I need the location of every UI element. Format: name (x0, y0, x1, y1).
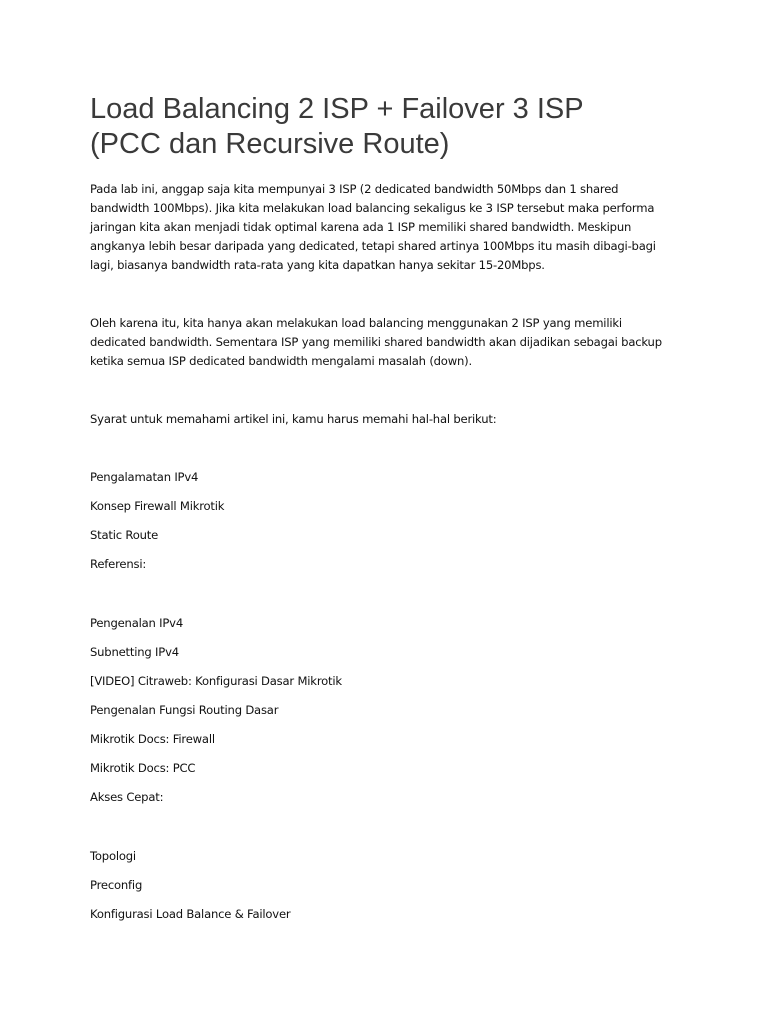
quick-access-link[interactable]: Topologi (90, 849, 136, 863)
reference-link[interactable]: Pengenalan Fungsi Routing Dasar (90, 703, 279, 717)
intro-paragraph: Pada lab ini, anggap saja kita mempunyai 3 ISP (2 dedicated bandwidth 50Mbps dan 1 shared bandwidth 100Mbps). Jika kita melakukan load balancing sekaligus ke 3 ISP tersebut maka performa jaringan kita akan menjadi tidak optimal karena ada 1 ISP memiliki shared bandwidth. Meskipun angkanya lebih besar daripada yang dedicated, tetapi shared artinya 100Mbps itu masih dibagi-bagi lagi, biasanya bandwidth rata-rata yang kita dapatkan hanya sekitar 15-20Mbps. (90, 182, 656, 272)
reference-link[interactable]: [VIDEO] Citraweb: Konfigurasi Dasar Mikrotik (90, 674, 342, 688)
prerequisite-item: Konsep Firewall Mikrotik (90, 499, 225, 513)
prerequisite-item: Static Route (90, 528, 159, 542)
page-title (90, 92, 690, 162)
rationale-paragraph: Oleh karena itu, kita hanya akan melakukan load balancing menggunakan 2 ISP yang memiliki dedicated bandwidth. Sementara ISP yang memiliki shared bandwidth akan dijadikan sebagai backup ketika semua ISP dedicated bandwidth mengalami masalah (down). (90, 316, 662, 368)
reference-link[interactable]: Pengenalan IPv4 (90, 616, 184, 630)
reference-link[interactable]: Mikrotik Docs: Firewall (90, 732, 215, 746)
document-page (90, 92, 690, 921)
quick-access-heading: Akses Cepat: (90, 790, 164, 804)
quick-access-link[interactable]: Konfigurasi Load Balance & Failover (90, 907, 291, 921)
reference-link[interactable]: Subnetting IPv4 (90, 645, 179, 659)
prerequisite-intro: Syarat untuk memahami artikel ini, kamu harus memahi hal-hal berikut: (90, 412, 497, 426)
reference-link[interactable]: Mikrotik Docs: PCC (90, 761, 196, 775)
references-heading: Referensi: (90, 557, 147, 571)
quick-access-link[interactable]: Preconfig (90, 878, 143, 892)
prerequisite-item: Pengalamatan IPv4 (90, 470, 199, 484)
title-line-2: (PCC dan Recursive Route) (90, 128, 450, 160)
title-line-1: Load Balancing 2 ISP + Failover 3 ISP (90, 93, 584, 125)
